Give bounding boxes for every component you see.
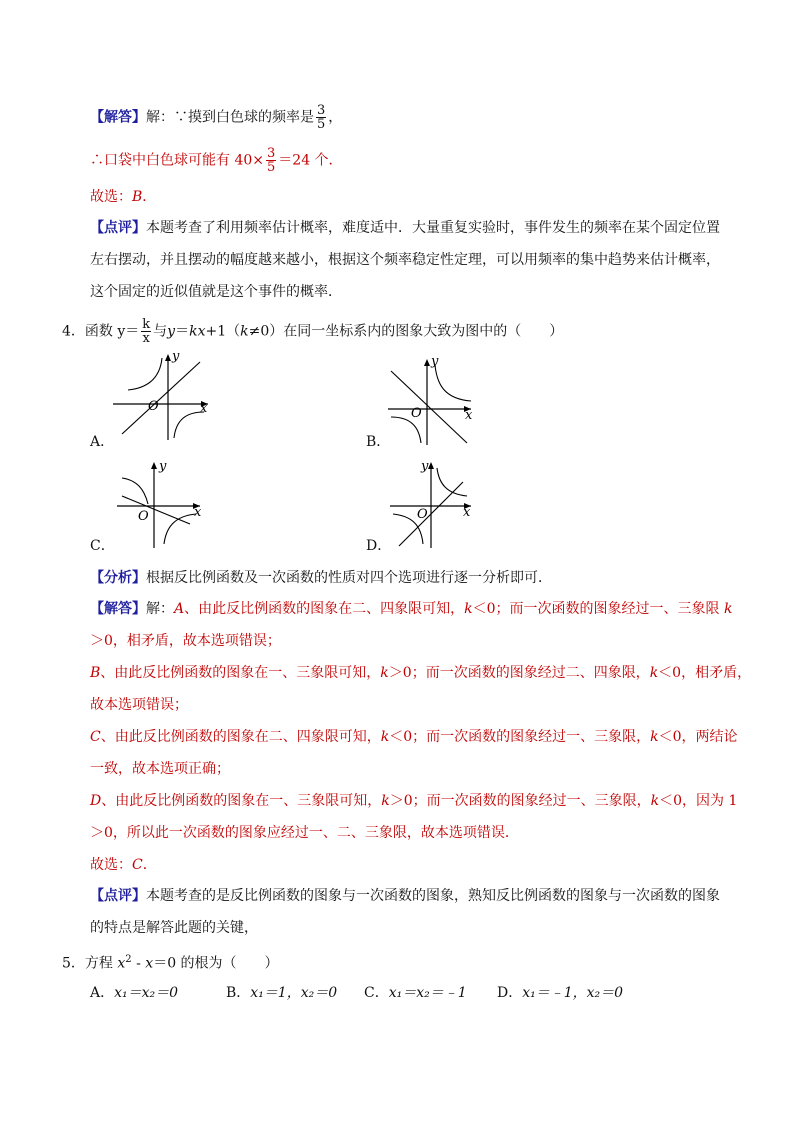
sol3-calc-line: ∴口袋中白色球可能有 40× $\frac{3}{5}$ ＝24 个．	[90, 146, 343, 175]
svg-text:O: O	[138, 509, 149, 524]
svg-text:O: O	[417, 507, 428, 522]
y-axis-arrow	[151, 462, 157, 469]
sol3-answer-line: 【解答】解：∵摸到白色球的频率是 $\frac{3}{5}$ ，	[90, 103, 343, 132]
hyperbola-branch	[128, 358, 162, 390]
jieda-text: 解：∵摸到白色球的频率是	[146, 109, 314, 126]
option-a-label[interactable]: A．	[90, 434, 115, 450]
q4-comment-2: 的特点是解答此题的关键，	[90, 920, 258, 936]
q5-option-a[interactable]: A．x₁＝x₂＝0	[90, 985, 179, 1001]
jieda-tag: 【解答】	[90, 109, 146, 126]
sol3-comment-1: 【点评】本题考查了利用频率估计概率，难度适中．大量重复实验时，事件发生的频率在某个固定位置	[90, 220, 720, 236]
q4-solution-c-2: 一致，故本选项正确；	[90, 761, 230, 777]
q4-choice: 故选：C．	[90, 857, 157, 873]
calc-fraction: $\frac{3}{5}$	[267, 146, 276, 175]
svg-text:O: O	[411, 406, 422, 421]
linear-function-line	[122, 496, 190, 524]
hyperbola-branch	[164, 514, 196, 544]
option-d-graph[interactable]	[385, 458, 485, 550]
q4-solution-b-1: B、由此反比例函数的图象在一、三象限可知，k＞0；而一次函数的图象经过二、四象限，k＜0，相矛盾，	[90, 665, 752, 681]
linear-function-line	[391, 371, 467, 443]
q4-solution-d-1: D、由此反比例函数的图象在一、三象限可知，k＞0；而一次函数的图象经过一、三象限，k＜0，因为 1	[90, 793, 738, 809]
q4-solution-a-2: ＞0，相矛盾，故本选项错误；	[90, 633, 281, 649]
sol3-comment-3: 这个固定的近似值就是这个事件的概率．	[90, 284, 342, 300]
svg-text:y: y	[421, 459, 429, 474]
hyperbola-branch	[435, 365, 471, 401]
y-axis-arrow	[165, 354, 171, 361]
svg-text:x: x	[194, 505, 202, 520]
svg-text:y: y	[172, 350, 180, 364]
option-c-graph[interactable]	[112, 458, 212, 550]
q5-option-b[interactable]: B．x₁＝1，x₂＝0	[226, 985, 338, 1001]
q4-stem: 4．函数 y＝ $\frac{k}{x}$ 与y＝kx+1（k≠0）在同一坐标系内的图象大致为图中的（ ）	[62, 317, 564, 346]
sol3-choice: 故选：B．	[90, 189, 157, 205]
q4-analysis: 【分析】根据反比例函数及一次函数的性质对四个选项进行逐一分析即可．	[90, 570, 552, 586]
q4-solution-c-1: C、由此反比例函数的图象在二、四象限可知，k＜0；而一次函数的图象经过一、三象限，k＜0，两结论	[90, 729, 738, 745]
q4-solution-d-2: ＞0，所以此一次函数的图象应经过一、二、三象限，故本选项错误．	[90, 825, 519, 841]
q4-solution-a-1: 【解答】解：A、由此反比例函数的图象在二、四象限可知，k＜0；而一次函数的图象经过一、三象限 k	[90, 601, 733, 617]
q5-option-c[interactable]: C．x₁＝x₂＝﹣1	[364, 985, 467, 1001]
option-b-graph[interactable]	[383, 355, 493, 447]
q5-stem: 5．方程 $x^2 - x=0$ 的根为（ ）	[62, 954, 279, 972]
option-c-label[interactable]: C．	[90, 538, 115, 554]
q4-comment-1: 【点评】本题考查的是反比例函数的图象与一次函数的图象，熟知反比例函数的图象与一次函数的图象	[90, 888, 720, 904]
svg-text:y: y	[159, 459, 167, 474]
svg-text:O: O	[148, 399, 159, 414]
sol3-comment-2: 左右摆动，并且摆动的幅度越来越小，根据这个频率稳定性定理，可以用频率的集中趋势来估计概率，	[90, 252, 720, 268]
svg-text:x: x	[465, 408, 473, 423]
q5-option-d[interactable]: D．x₁＝﹣1，x₂＝0	[497, 985, 624, 1001]
y-axis-arrow	[428, 462, 434, 469]
option-a-graph[interactable]	[108, 350, 218, 442]
frequency-fraction: $\frac{3}{5}$	[317, 103, 326, 132]
option-b-label[interactable]: B．	[366, 434, 391, 450]
q4-solution-b-2: 故本选项错误；	[90, 697, 188, 713]
k-over-x-fraction: $\frac{k}{x}$	[142, 317, 151, 346]
linear-function-line	[122, 362, 200, 434]
hyperbola-branch	[122, 478, 148, 504]
option-d-label[interactable]: D．	[366, 538, 392, 554]
svg-text:x: x	[200, 401, 208, 416]
svg-text:x: x	[463, 505, 471, 520]
svg-text:y: y	[431, 355, 439, 369]
y-axis-arrow	[424, 359, 430, 366]
